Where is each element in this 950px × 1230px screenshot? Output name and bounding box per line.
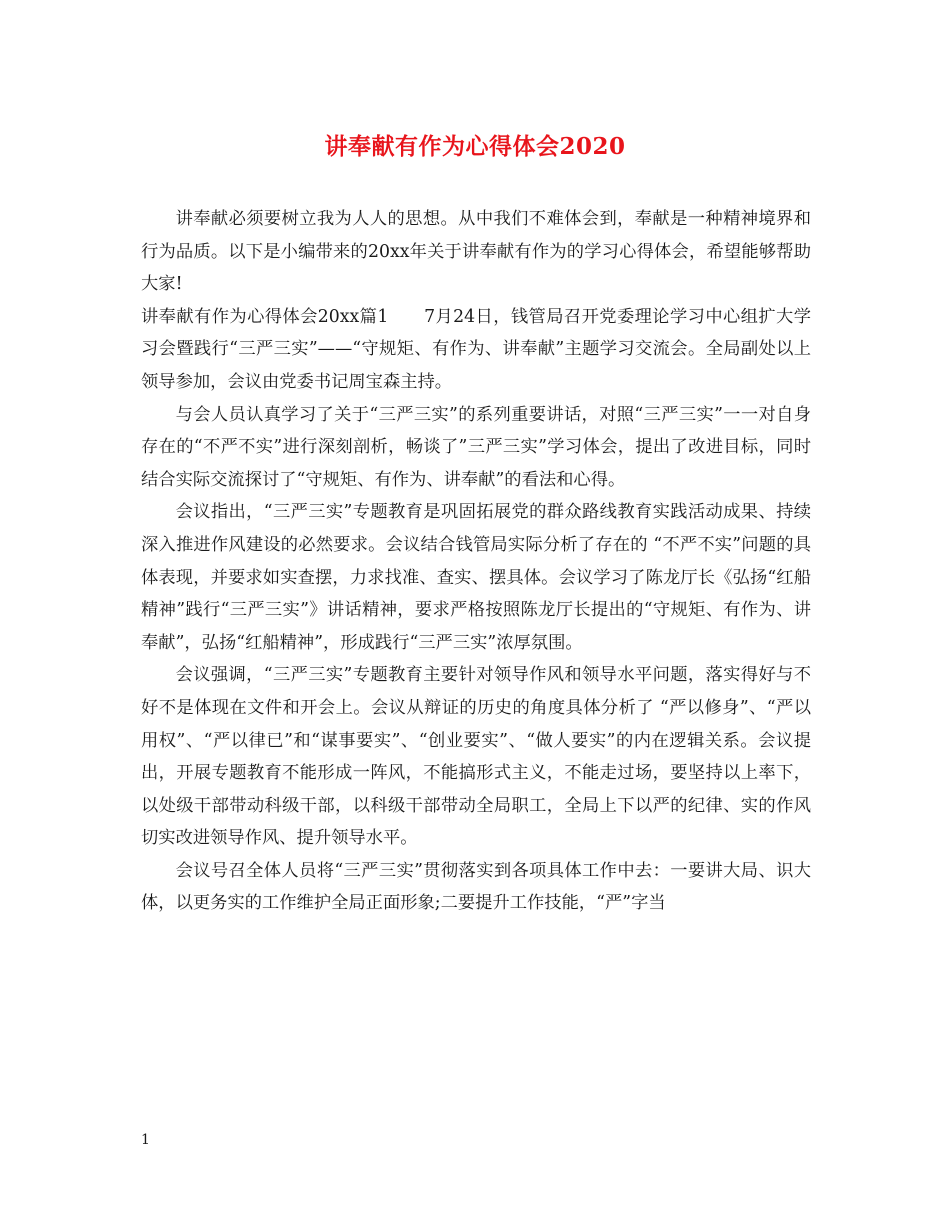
paragraph: 会议号召全体人员将“三严三实”贯彻落实到各项具体工作中去：一要讲大局、识大体，以更务实的工作维护全局正面形象;二要提升工作技能，“严”字当 (141, 860, 811, 914)
page-number: 1 (141, 1132, 150, 1148)
paragraph-section-heading: 讲奉献有作为心得体会20xx篇1 7月24日，钱管局召开党委理论学习中心组扩大学习会暨践行“三严三实”——“守规矩、有作为、讲奉献”主题学习交流会。全局副处以上领导参加，会议由党委书记周宝森主持。 (141, 306, 811, 392)
paragraph-intro: 讲奉献必须要树立我为人人的思想。从中我们不难体会到，奉献是一种精神境界和行为品质。以下是小编带来的20xx年关于讲奉献有作为的学习心得体会，希望能够帮助大家! (141, 209, 811, 295)
paragraph: 会议指出，“三严三实”专题教育是巩固拓展党的群众路线教育实践活动成果、持续深入推进作风建设的必然要求。会议结合钱管局实际分析了存在的 “不严不实”问题的具体表现，并要求如实查摆，力求找准、查实、摆具体。会议学习了陈龙厅长《弘扬“红船精神”践行“三严三实”》讲话精神，要求严格按照陈龙厅长提出的“守规矩、有作为、讲奉献”，弘扬“红船精神”，形成践行“三严三实”浓厚氛围。 (141, 502, 811, 653)
document-title: 讲奉献有作为心得体会2020 (324, 133, 626, 160)
document-body (141, 203, 811, 920)
paragraph: 与会人员认真学习了关于“三严三实”的系列重要讲话，对照“三严三实”一一对自身存在的“不严不实”进行深刻剖析，畅谈了”三严三实”学习体会，提出了改进目标，同时结合实际交流探讨了“守规矩、有作为、讲奉献”的看法和心得。 (141, 404, 811, 490)
paragraph: 会议强调，“三严三实”专题教育主要针对领导作风和领导水平问题，落实得好与不好不是体现在文件和开会上。会议从辩证的历史的角度具体分析了 “严以修身”、“严以用权”、“严以律已”和“谋事要实”、“创业要实”、“做人要实”的内在逻辑关系。会议提出，开展专题教育不能形成一阵风，不能搞形式主义，不能走过场，要坚持以上率下，以处级干部带动科级干部，以科级干部带动全局职工，全局上下以严的纪律、实的作风切实改进领导作风、提升领导水平。 (141, 665, 811, 849)
